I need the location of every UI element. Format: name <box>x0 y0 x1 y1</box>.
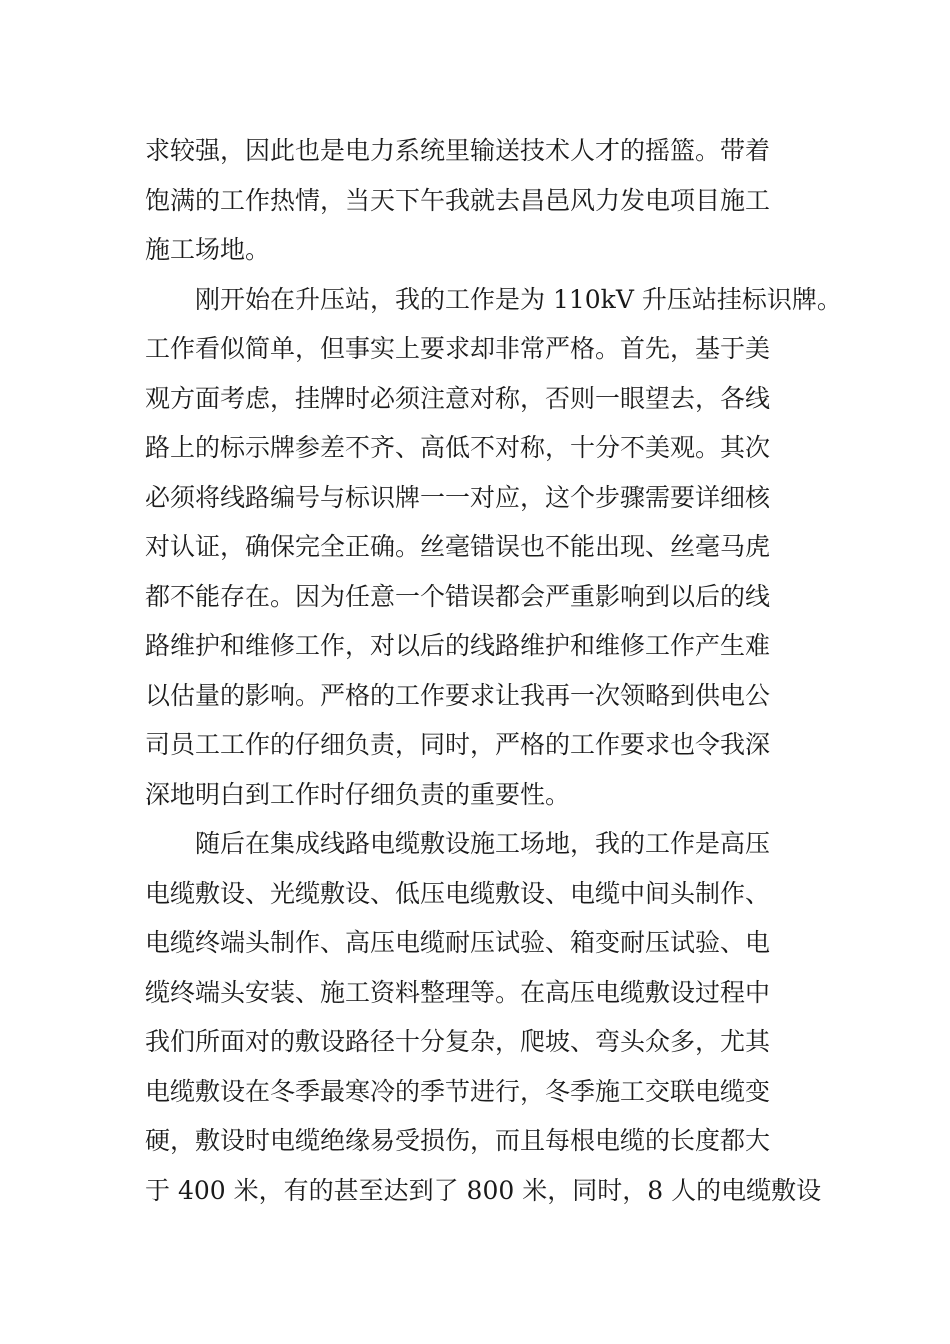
text-line: 电缆终端头制作、高压电缆耐压试验、箱变耐压试验、电 <box>145 928 771 957</box>
text-line: 饱满的工作热情，当天下午我就去昌邑风力发电项目施工 <box>145 185 771 215</box>
text-line: 我们所面对的敷设路径十分复杂，爬坡、弯头众多，尤其 <box>145 1027 771 1056</box>
text-line: 路上的标示牌参差不齐、高低不对称，十分不美观。其次 <box>145 433 771 462</box>
text-line: 对认证，确保完全正确。丝毫错误也不能出现、丝毫马虎 <box>145 532 771 561</box>
text-line: 于 400 米，有的甚至达到了 800 米，同时，8 人的电缆敷设 <box>145 1175 822 1205</box>
text-line: 工作看似简单，但事实上要求却非常严格。首先，基于美 <box>145 334 771 363</box>
text-line: 求较强，因此也是电力系统里输送技术人才的摇篮。带着 <box>145 136 771 165</box>
document-body <box>145 126 842 1215</box>
text-line: 以估量的影响。严格的工作要求让我再一次领略到供电公 <box>145 680 771 710</box>
text-line: 深地明白到工作时仔细负责的重要性。 <box>145 779 571 809</box>
text-line: 路维护和维修工作，对以后的线路维护和维修工作产生难 <box>145 631 771 660</box>
text-line: 硬，敷设时电缆绝缘易受损伤，而且每根电缆的长度都大 <box>145 1126 771 1155</box>
text-line: 司员工工作的仔细负责，同时，严格的工作要求也令我深 <box>145 730 771 759</box>
text-line: 电缆敷设在冬季最寒冷的季节进行，冬季施工交联电缆变 <box>145 1076 771 1106</box>
paragraph-2 <box>145 275 842 820</box>
text-line: 都不能存在。因为任意一个错误都会严重影响到以后的线 <box>145 581 771 611</box>
text-line: 观方面考虑，挂牌时必须注意对称，否则一眼望去，各线 <box>145 383 771 413</box>
text-line: 施工场地。 <box>145 235 271 264</box>
text-line: 必须将线路编号与标识牌一一对应，这个步骤需要详细核 <box>145 482 771 512</box>
text-line: 刚开始在升压站，我的工作是为 110kV 升压站挂标识牌。 <box>195 284 842 314</box>
paragraph-3 <box>145 819 822 1215</box>
text-line: 缆终端头安装、施工资料整理等。在高压电缆敷设过程中 <box>145 977 771 1007</box>
paragraph-1 <box>145 126 815 275</box>
text-line: 电缆敷设、光缆敷设、低压电缆敷设、电缆中间头制作、 <box>145 878 771 908</box>
text-line: 随后在集成线路电缆敷设施工场地，我的工作是高压 <box>195 829 771 858</box>
